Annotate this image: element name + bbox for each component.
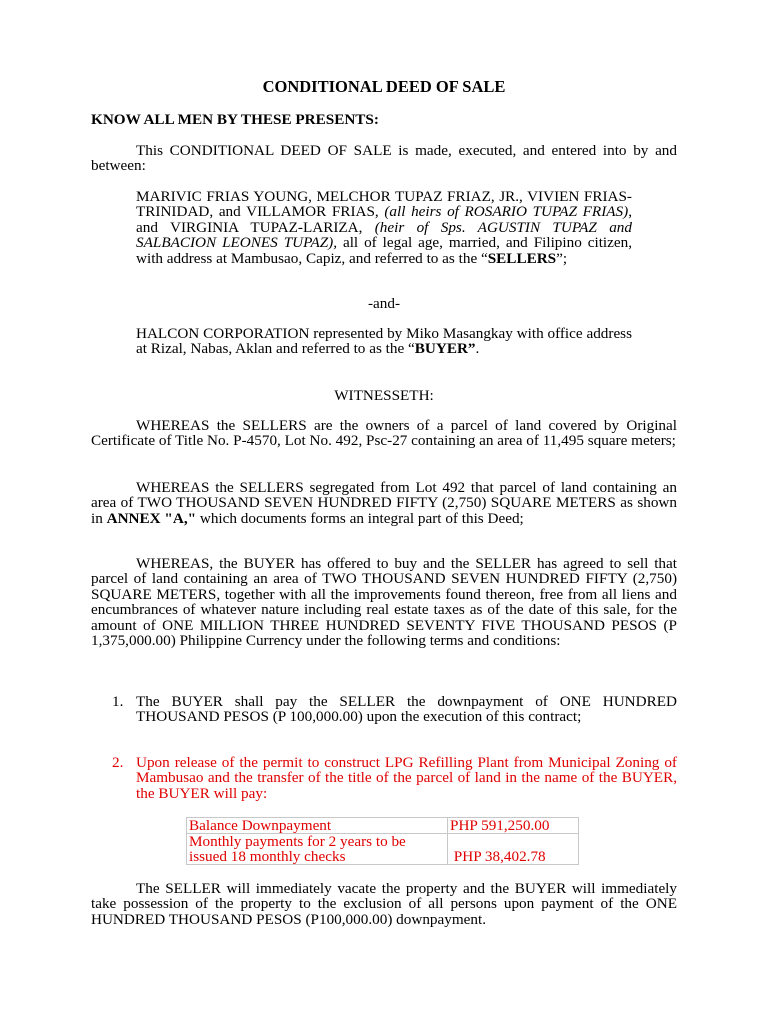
payment-label: Monthly payments for 2 years to be issued 18 monthly checks — [187, 834, 448, 865]
sellers-tail: all of legal age, married, and Filipino citizen, with address at Mambusao, Capiz, and referred to as the “ — [136, 234, 633, 267]
buyer-role: BUYER” — [414, 340, 476, 358]
term-2-text: Upon release of the permit to construct LPG Refilling Plant from Municipal Zoning of Mambusao and the transfer of the title of the parcel of land in the name of the BUYER, the BUYER will pay: — [136, 754, 677, 802]
payment-amount: PHP 38,402.78 — [448, 834, 579, 865]
sellers-role: SELLERS — [487, 249, 557, 267]
whereas-3: WHEREAS, the BUYER has offered to buy and the SELLER has agreed to sell that parcel of land containing an area of TWO THOUSAND SEVEN HUNDRED FIFTY (2,750) SQUARE METERS, together with all the improvements found thereon, free from all liens and encumbrances of whatever nature including real estate taxes as of the date of this sale, for the amount of ONE MILLION THREE HUNDRED SEVENTY FIVE THOUSAND PESOS (P 1,375,000.00) Philippine Currency under the following terms and conditions: — [91, 555, 677, 650]
term-1 — [112, 694, 677, 725]
sellers-heirs-b: (heir of Sps. AGUSTIN TUPAZ and SALBACION LEONES TUPAZ), — [136, 218, 632, 252]
whereas-2 — [91, 480, 677, 526]
witnesseth-heading: WITNESSETH: — [334, 387, 434, 404]
closing-paragraph: The SELLER will immediately vacate the property and the BUYER will immediately take possession of the property to the exclusion of all persons upon payment of the ONE HUNDRED THOUSAND PESOS (P100,000.00) downpayment. — [91, 880, 677, 928]
payment-table — [186, 817, 579, 865]
whereas-2-before: WHEREAS the SELLERS segregated from Lot 492 that parcel of land containing an area of TWO THOUSAND SEVEN HUNDRED FIFTY (2,750) SQUARE METERS as shown in — [91, 479, 677, 527]
know-all-heading: KNOW ALL MEN BY THESE PRESENTS: — [91, 111, 379, 128]
buyer-text: HALCON CORPORATION represented by Miko Masangkay with office address at Rizal, Nabas, Aklan and referred to as the “ — [136, 325, 632, 358]
sellers-paragraph — [136, 189, 632, 266]
term-2-number: 2. — [112, 754, 124, 771]
table-row — [187, 818, 579, 834]
and-separator: -and- — [367, 295, 401, 312]
annex-reference: ANNEX "A," — [106, 509, 197, 527]
sellers-names-a: MARIVIC FRIAS YOUNG, MELCHOR TUPAZ FRIAZ, JR., VIVIEN FRIAS-TRINIDAD, and VILLAMOR FRIAS, — [136, 188, 632, 221]
whereas-1: WHEREAS the SELLERS are the owners of a parcel of land covered by Original Certificate of Title No. P-4570, Lot No. 492, Psc-27 containing an area of 11,495 square meters; — [91, 417, 677, 450]
sellers-end: ”; — [556, 249, 568, 267]
sellers-heirs-a: (all heirs of ROSARIO TUPAZ FRIAS) — [384, 203, 629, 221]
intro-paragraph: This CONDITIONAL DEED OF SALE is made, executed, and entered into by and between: — [91, 142, 677, 175]
payment-label: Balance Downpayment — [187, 818, 448, 834]
term-1-text: The BUYER shall pay the SELLER the downpayment of ONE HUNDRED THOUSAND PESOS (P 100,000.00) upon the execution of this contract; — [136, 693, 677, 726]
payment-amount: PHP 591,250.00 — [448, 818, 579, 834]
whereas-2-after: which documents forms an integral part of this Deed; — [196, 509, 524, 527]
document-title: CONDITIONAL DEED OF SALE — [262, 77, 506, 96]
term-1-number: 1. — [112, 693, 124, 710]
buyer-end: . — [475, 340, 480, 358]
sellers-names-b: , and VIRGINIA TUPAZ-LARIZA, — [136, 203, 632, 236]
buyer-paragraph — [136, 326, 632, 357]
term-2 — [112, 755, 677, 801]
table-row — [187, 834, 579, 865]
